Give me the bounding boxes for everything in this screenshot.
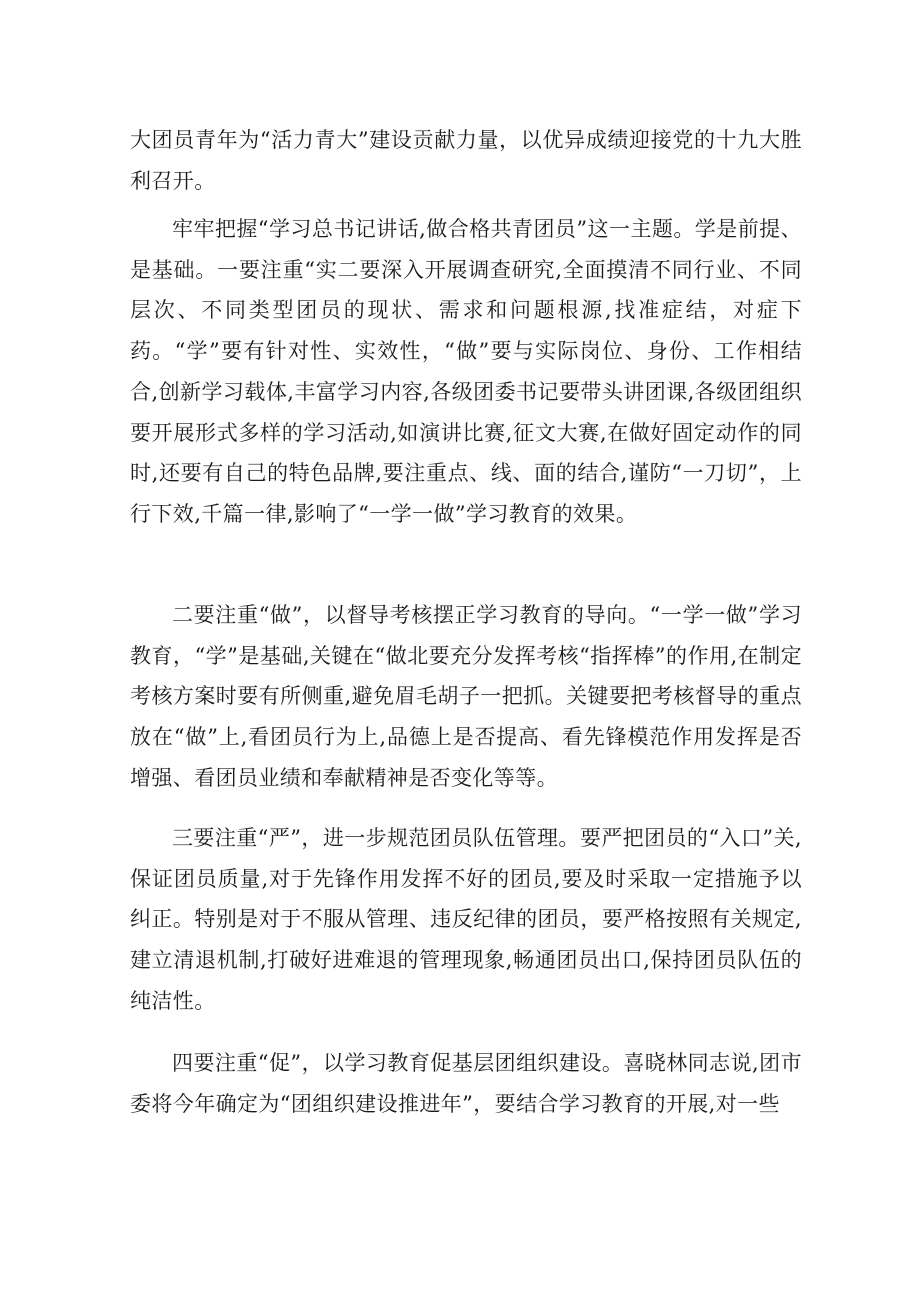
paragraph-study-theme: 牢牢把握“学习总书记讲话,做合格共青团员”这一主题。学是前提、是基础。一要注重“实二要深入开展调查研究,全面摸清不同行业、不同层次、不同类型团员的现状、需求和问题根源,找准症结，对症下药。“学”要有针对性、实效性，“做”要与实际岗位、身份、工作相结合,创新学习载体,丰富学习内容,各级团委书记要带头讲团课,各级团组织要开展形式多样的学习活动,如演讲比赛,征文大赛,在做好固定动作的同时,还要有自己的特色品牌,要注重点、线、面的结合,谨防“一刀切”，上行下效,千篇一律,影响了“一学一做”学习教育的效果。 — [130, 217, 802, 526]
paragraph-focus-promote: 四要注重“促”，以学习教育促基层团组织建设。喜晓林同志说,团市委将今年确定为“团组织建设推进年”，要结合学习教育的开展,对一些 — [130, 1051, 802, 1116]
paragraph-focus-doing: 二要注重“做”，以督导考核摆正学习教育的导向。“一学一做”学习教育，“学”是基础,关键在“做北要充分发挥考核“指挥棒”的作用,在制定考核方案时要有所侧重,避免眉毛胡子一把抓。关键要把考核督导的重点放在“做”上,看团员行为上,品德上是否提高、看先锋模范作用发挥是否增强、看团员业绩和奉献精神是否变化等等。 — [130, 603, 802, 790]
paragraph-focus-strict: 三要注重“严”，进一步规范团员队伍管理。要严把团员的“入口”关,保证团员质量,对于先锋作用发挥不好的团员,要及时采取一定措施予以纠正。特别是对于不服从管理、违反纪律的团员，要严格按照有关规定,建立清退机制,打破好进难退的管理现象,畅通团员出口,保持团员队伍的纯洁性。 — [130, 826, 802, 1013]
paragraph-continuation: 大团员青年为“活力青大”建设贡献力量，以优异成绩迎接党的十九大胜利召开。 — [130, 128, 802, 193]
